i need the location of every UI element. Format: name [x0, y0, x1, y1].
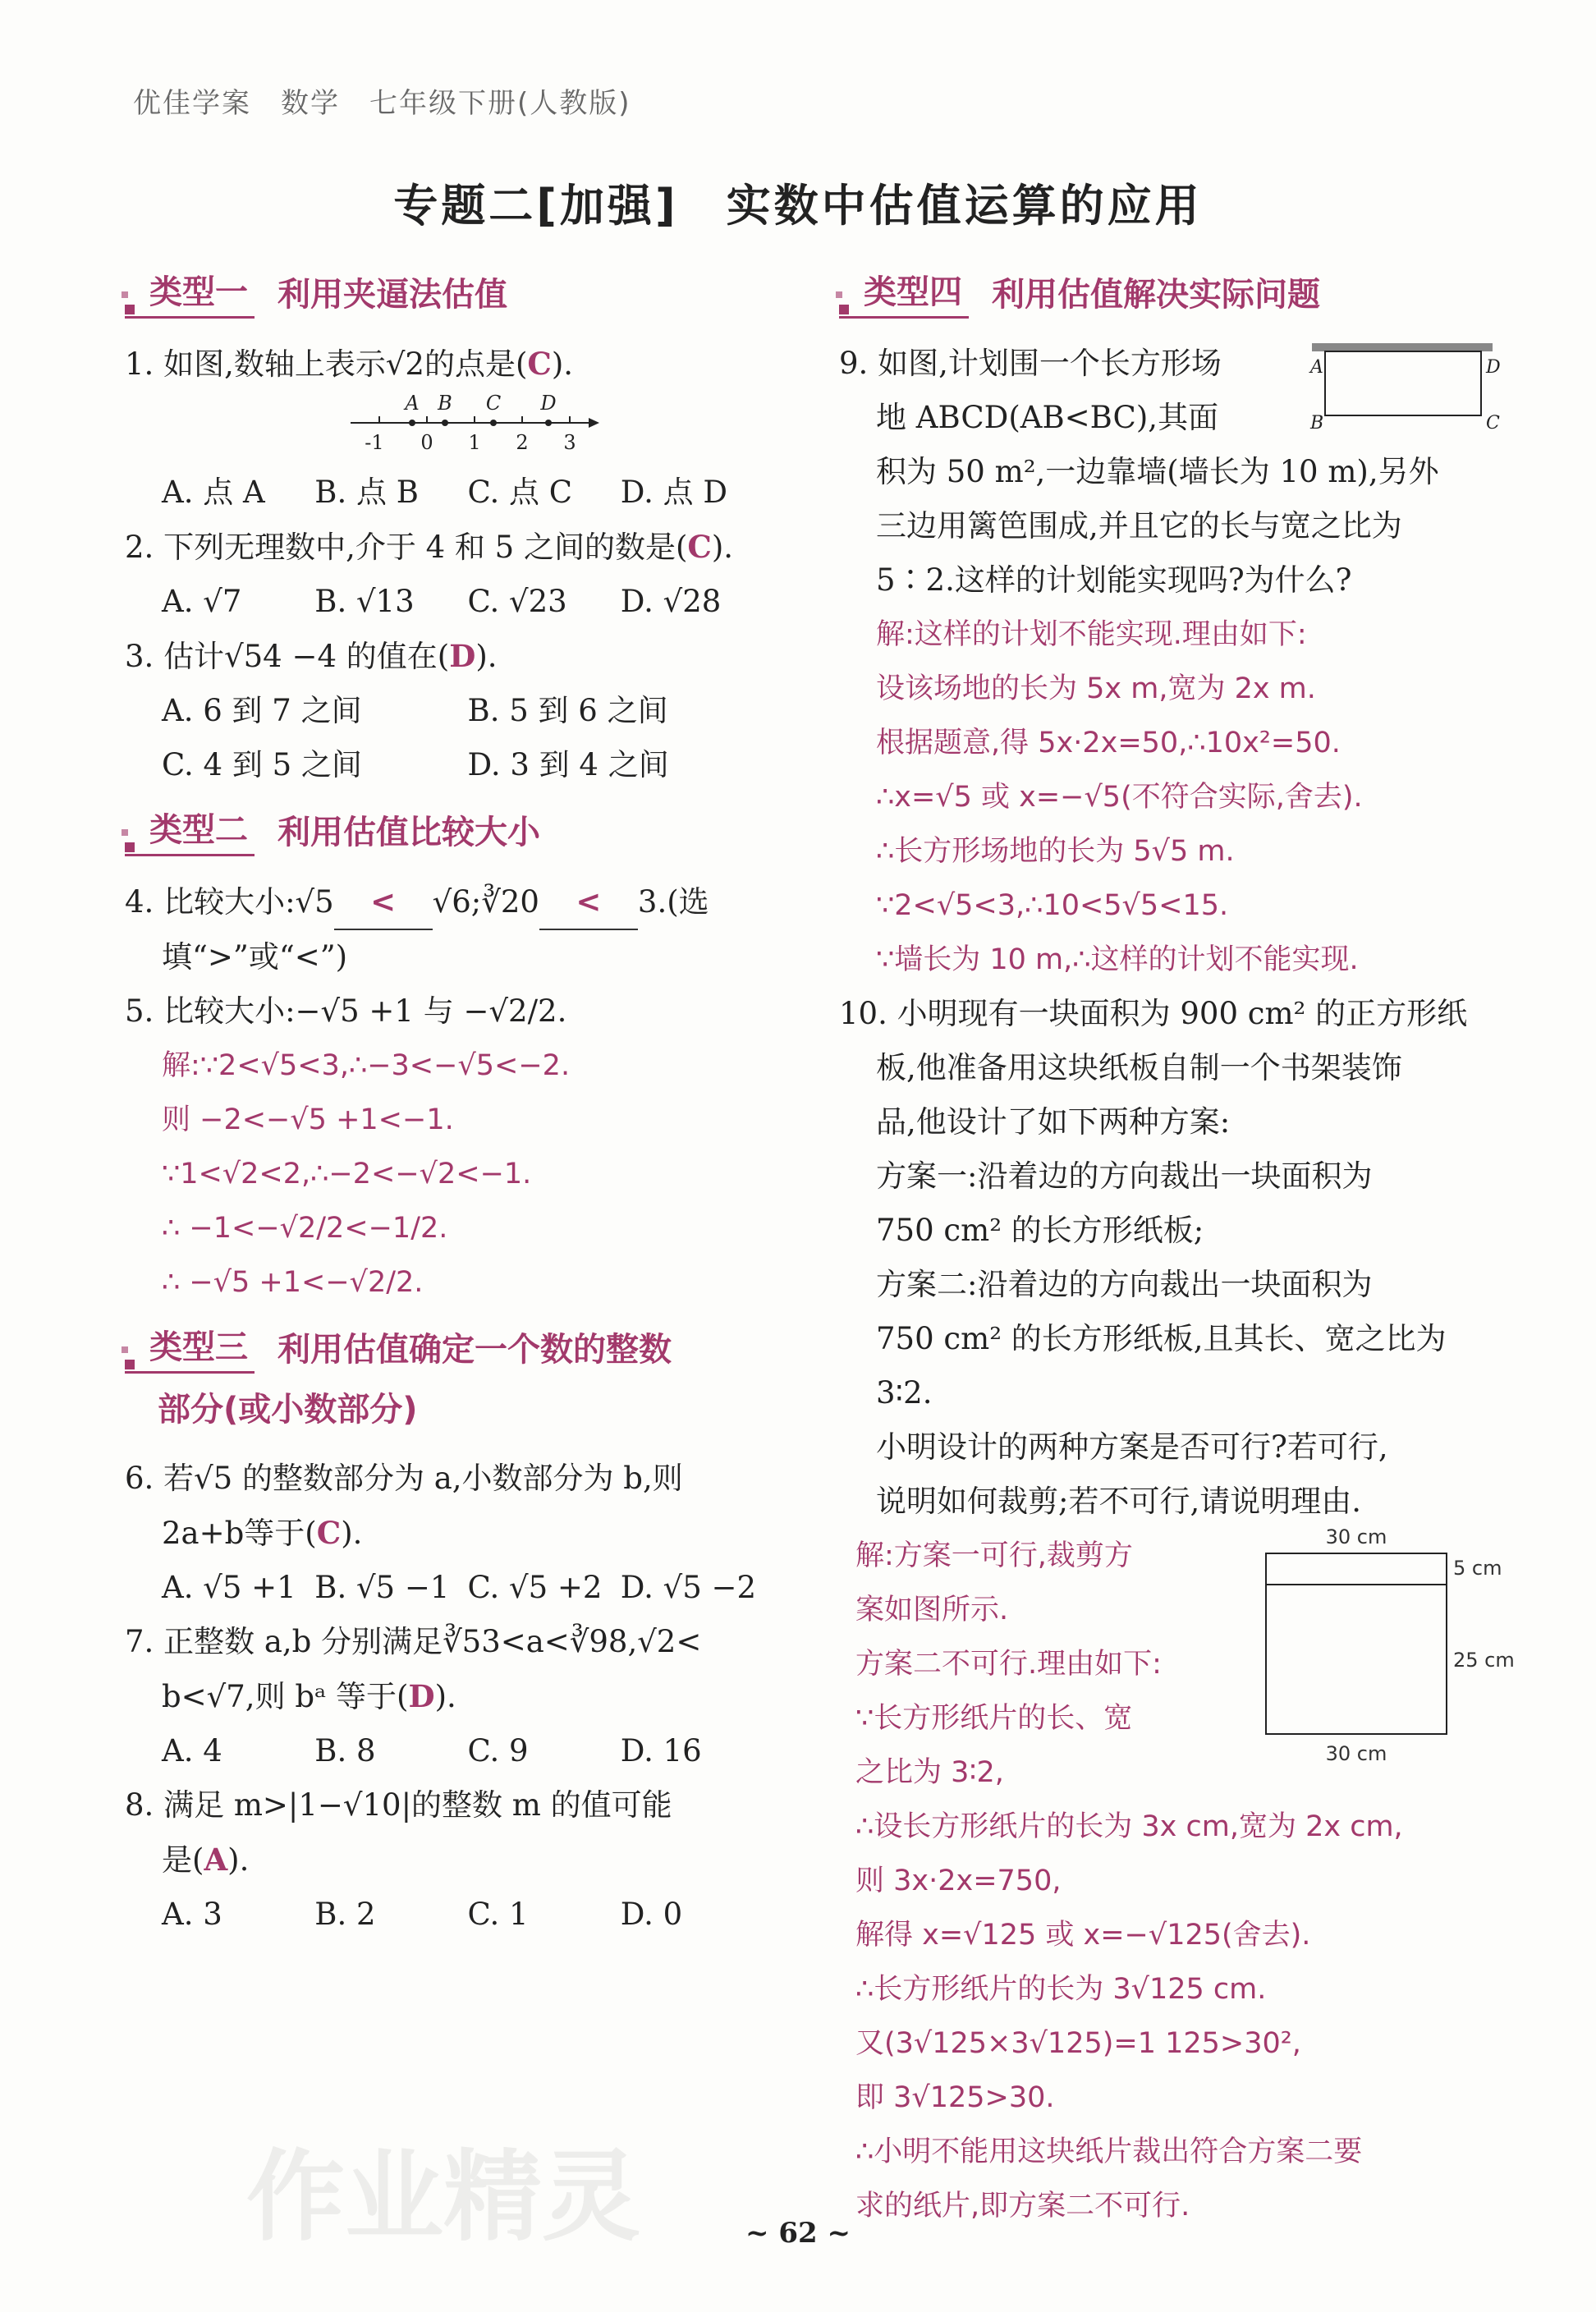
question-6: 6. 若√5 的整数部分为 a,小数部分为 b,则	[125, 1461, 683, 1496]
solution-line: 解:这样的计划不能实现.理由如下:	[876, 618, 1307, 651]
question-line: 750 cm² 的长方形纸板;	[876, 1213, 1204, 1248]
option: D. 3 到 4 之间	[467, 747, 669, 782]
point-b	[442, 420, 448, 426]
section-tag: 类型二	[125, 804, 255, 856]
question-line: 积为 50 m²,一边靠墙(墙长为 10 m),另外	[876, 454, 1439, 489]
answer: D	[449, 638, 476, 674]
question-4: 4. 比较大小:√5 < √6;∛20 < 3.(选	[125, 874, 773, 930]
section-title: 部分(或小数部分)	[158, 1391, 418, 1429]
option: A. 点 A	[162, 475, 265, 510]
section-tag: 类型一	[125, 266, 255, 319]
section-tag: 类型四	[839, 266, 969, 319]
cutting-plan-figure	[1241, 1521, 1515, 1775]
solution-line: ∴ −√5 +1<−√2/2.	[162, 1266, 424, 1299]
question-line: 方案二:沿着边的方向裁出一块面积为	[876, 1267, 1373, 1302]
number-line-figure	[125, 392, 773, 462]
option: C. 点 C	[467, 475, 573, 510]
question-6-cont: 2a+b等于(C).	[162, 1515, 363, 1551]
solution-line: 方案二不可行.理由如下:	[855, 1648, 1162, 1681]
question-line: 750 cm² 的长方形纸板,且其长、宽之比为	[876, 1321, 1447, 1356]
answer-blank: <	[334, 874, 433, 930]
option: D. √28	[620, 584, 722, 619]
tick-label: 0	[420, 431, 433, 454]
question-line: 品,他设计了如下两种方案:	[876, 1104, 1231, 1140]
question-8: 8. 满足 m>|1−√10|的整数 m 的值可能	[125, 1787, 672, 1823]
q3-options	[125, 684, 773, 792]
label-d: D	[540, 392, 557, 415]
option: D. 16	[620, 1733, 702, 1768]
section-title: 利用估值比较大小	[277, 814, 540, 851]
solution-line: ∴x=√5 或 x=−√5(不符合实际,舍去).	[876, 781, 1363, 814]
section-type-4	[839, 266, 1501, 319]
page-title: 专题二[加强] 实数中估值运算的应用	[393, 180, 1203, 232]
option: A. √5 +1	[162, 1570, 296, 1605]
option: A. 4	[162, 1733, 222, 1768]
option: B. 点 B	[314, 475, 419, 510]
solution-line: 之比为 3∶2,	[855, 1756, 1004, 1789]
solution-line: 又(3√125×3√125)=1 125>30²,	[855, 2027, 1301, 2060]
tick-label: 3	[563, 431, 576, 454]
option: A. 3	[162, 1897, 222, 1932]
top-dimension: 30 cm	[1325, 1525, 1387, 1548]
solution-line: ∵墙长为 10 m,∴这样的计划不能实现.	[876, 943, 1359, 976]
answer: A	[204, 1842, 228, 1878]
option: B. √5 −1	[314, 1570, 450, 1605]
section-tag: 类型三	[125, 1321, 255, 1374]
tick-label: 2	[516, 431, 529, 454]
label-c: C	[485, 392, 502, 415]
label-a: A	[1310, 357, 1323, 378]
height-dimension: 25 cm	[1453, 1649, 1515, 1672]
bottom-dimension: 30 cm	[1325, 1742, 1387, 1765]
option: D. 0	[620, 1897, 683, 1932]
option: C. 4 到 5 之间	[162, 747, 362, 782]
question-line: 小明设计的两种方案是否可行?若可行,	[876, 1429, 1388, 1465]
question-line: 板,他准备用这块纸板自制一个书架装饰	[876, 1050, 1402, 1085]
solution-line: 即 3√125>30.	[855, 2081, 1055, 2114]
solution-line: ∵长方形纸片的长、宽	[855, 1702, 1133, 1735]
option: B. √13	[314, 584, 415, 619]
solution-line: 则 −2<−√5 +1<−1.	[162, 1103, 454, 1136]
section-type-2	[125, 804, 773, 856]
label-b: B	[1310, 413, 1324, 434]
solution-line: 求的纸片,即方案二不可行.	[855, 2190, 1190, 2223]
question-2: 2. 下列无理数中,介于 4 和 5 之间的数是(C).	[125, 529, 734, 565]
section-type-1	[125, 266, 773, 319]
answer-blank: <	[539, 874, 638, 930]
solution-line: ∴长方形场地的长为 5√5 m.	[876, 835, 1235, 868]
question-line: 方案一:沿着边的方向裁出一块面积为	[876, 1158, 1373, 1194]
page-header: 优佳学案 数学 七年级下册(人教版)	[133, 87, 631, 120]
option: A. 6 到 7 之间	[162, 693, 362, 728]
question-7-cont: b<√7,则 bᵃ 等于(D).	[162, 1678, 456, 1714]
solution-line: ∴设长方形纸片的长为 3x cm,宽为 2x cm,	[855, 1810, 1403, 1843]
question-line: 三边用篱笆围成,并且它的长与宽之比为	[876, 508, 1402, 544]
question-line: 3∶2.	[876, 1375, 933, 1411]
question-line: 5∶2.这样的计划能实现吗?为什么?	[876, 562, 1352, 598]
point-a	[409, 420, 415, 426]
solution-5	[125, 1039, 773, 1310]
solution-line: 案如图所示.	[855, 1594, 1009, 1626]
question-5: 5. 比较大小:−√5 +1 与 −√2/2.	[125, 993, 567, 1029]
tick-label: 1	[468, 431, 481, 454]
solution-line: 根据题意,得 5x·2x=50,∴10x²=50.	[876, 727, 1341, 759]
option: C. 9	[467, 1733, 529, 1768]
answer: C	[687, 529, 712, 565]
question-line: 地 ABCD(AB<BC),其面	[876, 400, 1219, 435]
label-b: B	[438, 392, 452, 415]
left-column	[125, 255, 773, 1942]
question-3: 3. 估计√54 −4 的值在(D).	[125, 638, 498, 674]
question-7: 7. 正整数 a,b 分别满足∛53<a<∛98,√2<	[125, 1624, 702, 1659]
solution-line: ∵1<√2<2,∴−2<−√2<−1.	[162, 1158, 532, 1190]
label-d: D	[1486, 357, 1501, 378]
solution-line: 解:∵2<√5<3,∴−3<−√5<−2.	[162, 1049, 571, 1082]
option: C. 1	[467, 1897, 529, 1932]
right-column	[839, 255, 1515, 2233]
point-c	[490, 420, 497, 426]
q7-options	[125, 1724, 773, 1778]
solution-line: 解得 x=√125 或 x=−√125(舍去).	[855, 1919, 1311, 1952]
label-c: C	[1486, 413, 1500, 434]
solution-10	[839, 1525, 1515, 2233]
page-number: ~ 62 ~	[745, 2217, 851, 2250]
rectangle-field-figure	[1304, 337, 1501, 435]
question-line: 9. 如图,计划围一个长方形场	[839, 346, 1222, 381]
watermark: 作业精灵	[246, 2139, 640, 2255]
section-title: 利用夹逼法估值	[277, 276, 507, 314]
option: D. 点 D	[620, 475, 728, 510]
question-line: 说明如何裁剪;若不可行,请说明理由.	[876, 1484, 1361, 1519]
solution-9	[839, 608, 1501, 987]
option: D. √5 −2	[620, 1570, 757, 1605]
point-d	[545, 420, 552, 426]
solution-line: ∵2<√5<3,∴10<5√5<15.	[876, 889, 1229, 922]
question-4-note: 填“>”或“<”)	[162, 939, 348, 975]
q1-options	[125, 466, 773, 520]
question-10	[839, 987, 1501, 1529]
q2-options	[125, 575, 773, 629]
answer: C	[527, 346, 552, 382]
option: C. √23	[467, 584, 567, 619]
section-title: 利用估值解决实际问题	[992, 276, 1320, 314]
section-type-3	[125, 1321, 773, 1374]
strip-dimension: 5 cm	[1453, 1557, 1502, 1580]
solution-line: 则 3x·2x=750,	[855, 1865, 1062, 1897]
option: C. √5 +2	[467, 1570, 603, 1605]
option: B. 2	[314, 1897, 376, 1932]
option: A. √7	[162, 584, 242, 619]
solution-line: 解:方案一可行,裁剪方	[855, 1539, 1133, 1572]
label-a: A	[405, 392, 420, 415]
option: B. 5 到 6 之间	[467, 693, 668, 728]
answer: D	[408, 1678, 435, 1714]
question-line: 10. 小明现有一块面积为 900 cm² 的正方形纸	[839, 996, 1468, 1031]
q8-options	[125, 1888, 773, 1942]
solution-line: ∴小明不能用这块纸片裁出符合方案二要	[855, 2135, 1363, 2168]
section-type-3-cont	[125, 1383, 773, 1434]
solution-line: ∴长方形纸片的长为 3√125 cm.	[855, 1973, 1267, 2006]
tick-label: -1	[365, 431, 384, 454]
solution-line: 设该场地的长为 5x m,宽为 2x m.	[876, 672, 1316, 705]
question-8-cont: 是(A).	[162, 1842, 250, 1878]
option: B. 8	[314, 1733, 376, 1768]
solution-line: ∴ −1<−√2/2<−1/2.	[162, 1212, 448, 1245]
q6-options	[125, 1561, 773, 1615]
answer: C	[316, 1515, 342, 1551]
question-1: 1. 如图,数轴上表示√2的点是(C).	[125, 346, 574, 382]
question-9	[839, 337, 1501, 608]
section-title: 利用估值确定一个数的整数	[277, 1331, 672, 1369]
